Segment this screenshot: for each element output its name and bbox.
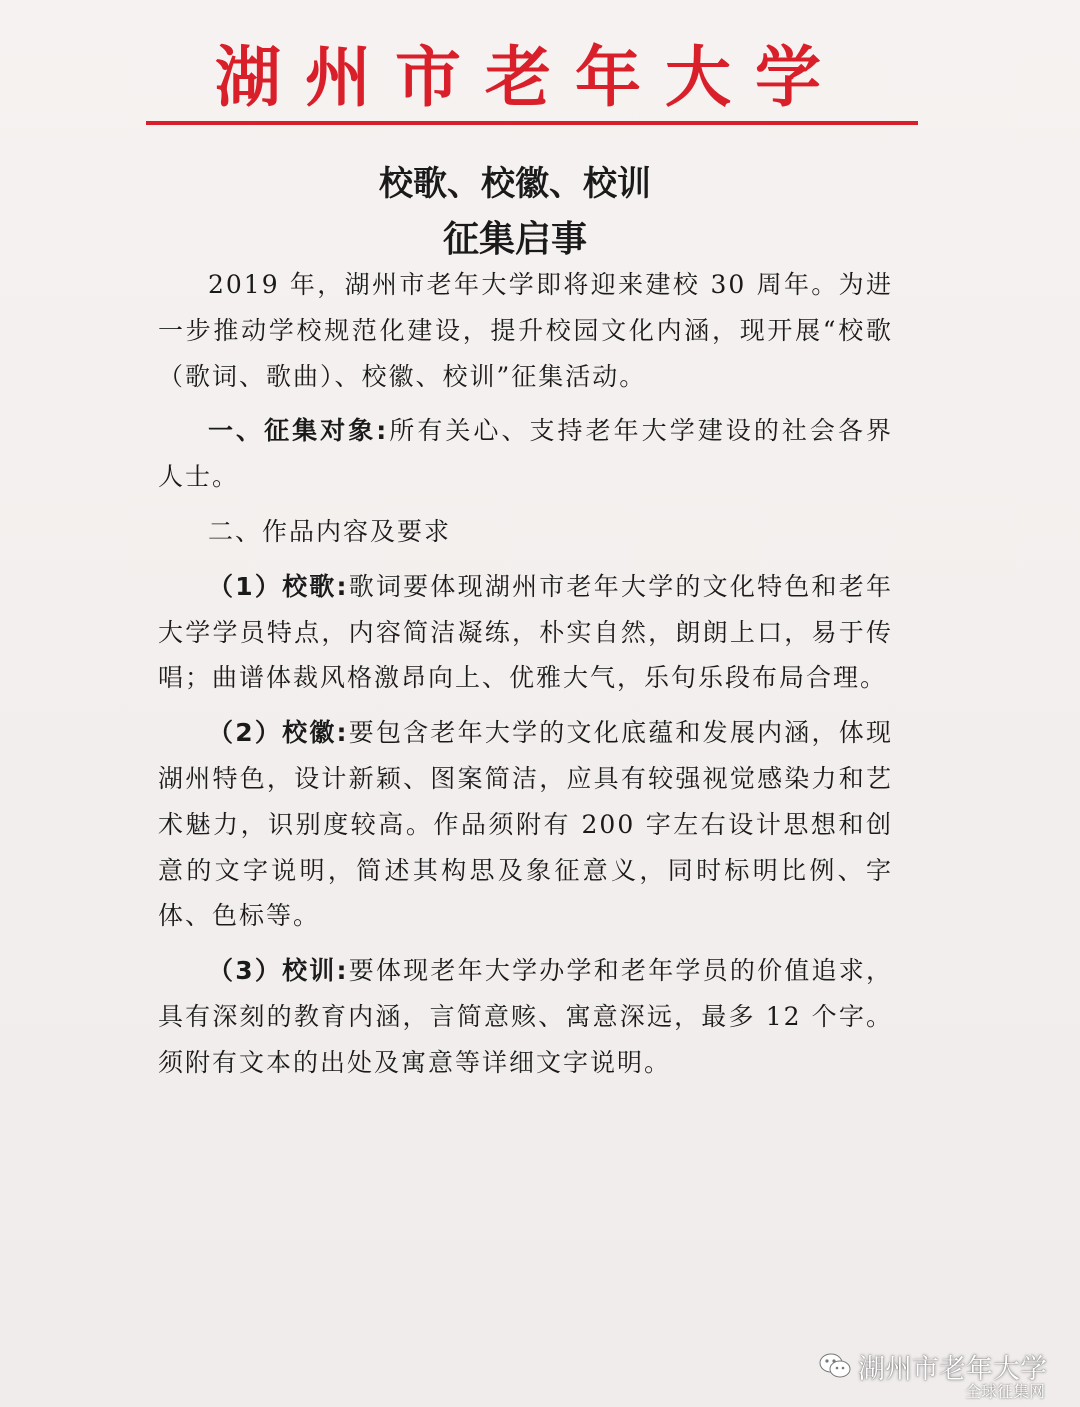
org-masthead: 湖州市老年大学: [215, 39, 845, 116]
site-watermark: 全球征集网: [965, 1382, 1046, 1401]
item2-heading: （2）校徽:: [208, 718, 349, 748]
section2-paragraph: [158, 509, 893, 555]
section1-heading: 一、征集对象:: [208, 416, 389, 446]
item1-paragraph: [158, 564, 893, 701]
item3-heading: （3）校训:: [208, 956, 349, 986]
notice-title: 校歌、校徽、校训: [379, 164, 651, 204]
notice-subtitle: 征集启事: [442, 219, 587, 260]
item1-text: 歌词要体现湖州市老年大学的文化特色和老年大学学员特点，内容简洁凝练，朴实自然，朗朗上口，易于传唱；曲谱体裁风格激昂向上、优雅大气，乐句乐段布局合理。: [158, 571, 893, 693]
intro-text: 2019 年，湖州市老年大学即将迎来建校 30 周年。为进一步推动学校规范化建设，提升校园文化内涵，现开展“校歌（歌词、歌曲）、校徽、校训”征集活动。: [158, 270, 893, 391]
item2-text: 要包含老年大学的文化底蕴和发展内涵，体现湖州特色，设计新颖、图案简洁，应具有较强视觉感染力和艺术魅力，识别度较高。作品须附有 200 字左右设计思想和创意的文字说明，简述其构思及象征意义，同时标明比例、字体、色标等。: [158, 718, 893, 931]
wechat-icon: [818, 1351, 852, 1381]
red-divider: [146, 121, 918, 125]
item3-paragraph: [158, 948, 893, 1085]
item1-heading: （1）校歌:: [208, 571, 349, 601]
section2-heading: 二、作品内容及要求: [208, 516, 452, 546]
section1-text: 所有关心、支持老年大学建设的社会各界人士。: [158, 416, 893, 492]
item3-text: 要体现老年大学办学和老年学员的价值追求，具有深刻的教育内涵，言简意赅、寓意深远，最多 12 个字。须附有文本的出处及寓意等详细文字说明。: [158, 956, 893, 1077]
section1-paragraph: [158, 408, 893, 500]
intro-paragraph: [158, 262, 893, 399]
watermark-account: 湖州市老年大学: [858, 1353, 1047, 1385]
item2-paragraph: [158, 710, 893, 939]
notice-body: [158, 262, 893, 1095]
